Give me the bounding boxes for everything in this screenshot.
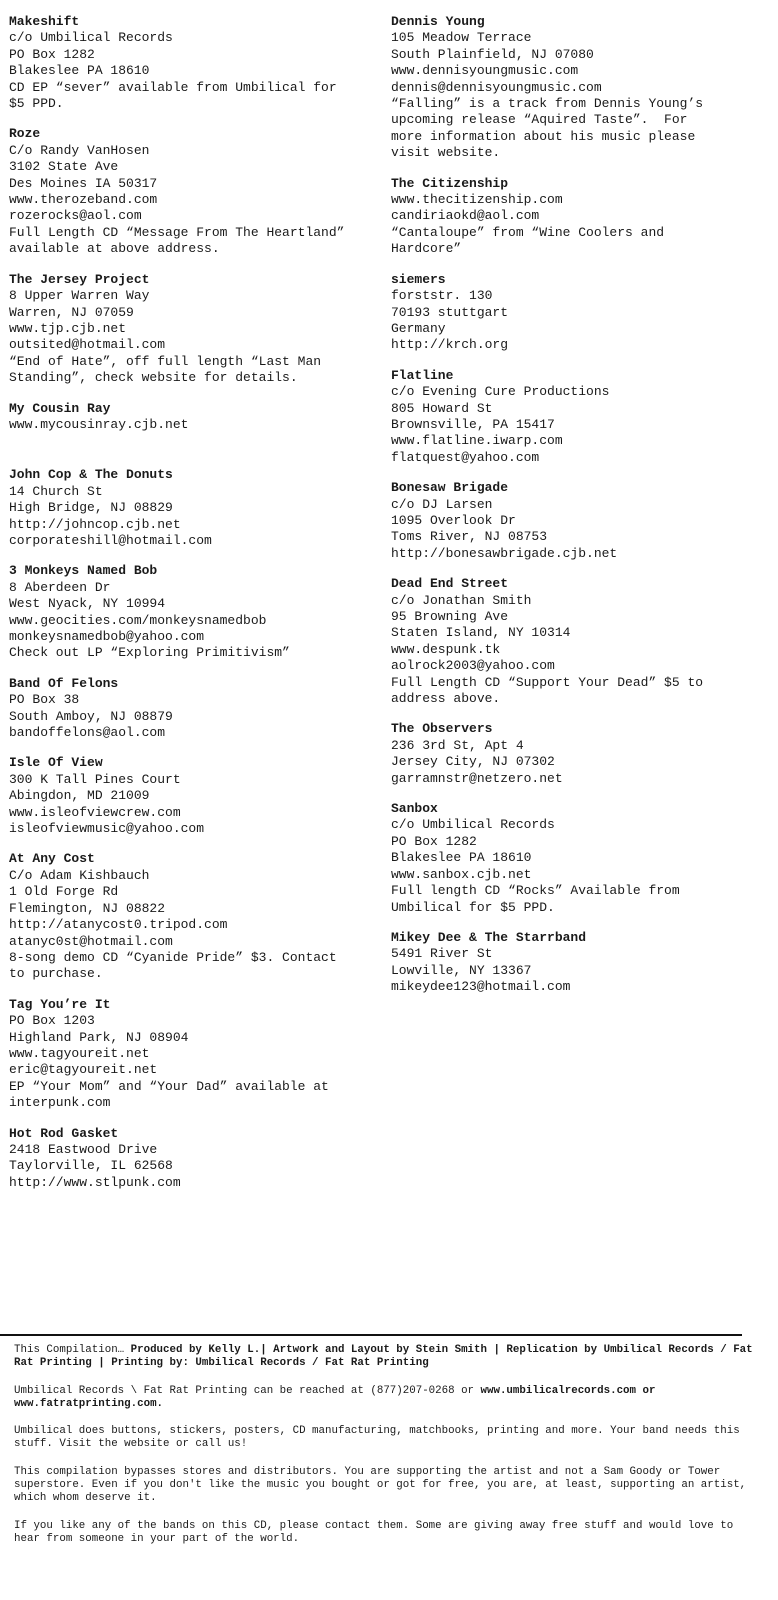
band-entry xyxy=(9,676,379,742)
band-info-line: 805 Howard St xyxy=(391,400,493,416)
band-name: My Cousin Ray xyxy=(9,400,111,416)
left-band-column xyxy=(9,14,379,1205)
band-info-line[interactable]: www.thecitizenship.com xyxy=(391,192,563,208)
band-name: Makeshift xyxy=(9,14,80,29)
band-info-line: 8 Aberdeen Dr xyxy=(9,579,111,595)
band-info-line[interactable]: garramnstr@netzero.net xyxy=(391,770,563,786)
band-entry xyxy=(9,467,379,549)
band-info-line: address above. xyxy=(391,691,501,707)
band-info-line: 70193 stuttgart xyxy=(391,304,509,320)
band-info-line: Blakeslee PA 18610 xyxy=(9,63,150,79)
band-entry xyxy=(9,851,379,982)
band-name: Band Of Felons xyxy=(9,675,119,691)
band-name: siemers xyxy=(391,271,446,287)
band-info-line: “Falling” is a track from Dennis Young’s xyxy=(391,96,704,112)
band-info-line[interactable]: www.sanbox.cjb.net xyxy=(391,866,532,882)
band-info-line: c/o DJ Larsen xyxy=(391,496,493,512)
band-name: The Citizenship xyxy=(391,175,509,191)
credits-production: This Compilation… Produced by Kelly L.| Artwork and Layout by Stein Smith | Replication by Umbilical Records / Fat Rat Printing | Printing by: Umbilical Records / Fat Rat Printing xyxy=(14,1344,753,1370)
band-info-line[interactable]: mikeydee123@hotmail.com xyxy=(391,979,571,995)
band-info-line[interactable]: www.mycousinray.cjb.net xyxy=(9,416,189,432)
band-entry xyxy=(391,368,771,466)
band-entry xyxy=(391,176,771,258)
band-info-line: Des Moines IA 50317 xyxy=(9,175,158,191)
band-info-line: $5 PPD. xyxy=(9,96,64,112)
band-info-line[interactable]: www.therozeband.com xyxy=(9,192,158,208)
band-info-line: 14 Church St xyxy=(9,483,103,499)
band-info-line[interactable]: rozerocks@aol.com xyxy=(9,208,142,224)
band-info-line: Lowville, NY 13367 xyxy=(391,962,532,978)
band-entry xyxy=(9,1126,379,1192)
band-info-line: High Bridge, NJ 08829 xyxy=(9,500,173,516)
band-info-line[interactable]: flatquest@yahoo.com xyxy=(391,449,540,465)
band-info-line: EP “Your Mom” and “Your Dad” available at xyxy=(9,1078,329,1094)
band-info-line: Umbilical for $5 PPD. xyxy=(391,899,555,915)
band-info-line: 95 Browning Ave xyxy=(391,609,509,624)
band-info-line: 1095 Overlook Dr xyxy=(391,512,516,528)
credits-bypass: This compilation bypasses stores and distributors. You are supporting the artist and not a Sam Goody or Tower superstore. Even if you don't like the music you bought or got for free, you are, at least, supporting an artist, which whom deserve it. xyxy=(14,1465,747,1505)
band-info-line[interactable]: corporateshill@hotmail.com xyxy=(9,532,212,548)
band-name: Isle Of View xyxy=(9,755,103,771)
band-name: Sanbox xyxy=(391,801,438,817)
band-name: The Observers xyxy=(391,721,493,737)
band-info-line: Staten Island, NY 10314 xyxy=(391,625,571,641)
band-info-line: West Nyack, NY 10994 xyxy=(9,596,166,612)
band-info-line[interactable]: outsited@hotmail.com xyxy=(9,337,166,353)
right-band-column xyxy=(391,14,771,1010)
band-info-line: c/o Evening Cure Productions xyxy=(391,384,610,400)
band-info-line: Brownsville, PA 15417 xyxy=(391,416,555,432)
band-info-line: 236 3rd St, Apt 4 xyxy=(391,737,524,753)
band-info-line: Standing”, check website for details. xyxy=(9,370,298,386)
band-info-line: 8-song demo CD “Cyanide Pride” $3. Contact xyxy=(9,949,337,965)
band-entry xyxy=(391,801,771,916)
band-info-line[interactable]: aolrock2003@yahoo.com xyxy=(391,658,555,674)
band-info-line: South Plainfield, NJ 07080 xyxy=(391,46,594,62)
band-info-line: CD EP “sever” available from Umbilical for xyxy=(9,79,337,95)
band-info-line[interactable]: www.dennisyoungmusic.com xyxy=(391,63,579,79)
band-info-line: c/o Umbilical Records xyxy=(391,817,555,833)
band-info-line[interactable]: monkeysnamedbob@yahoo.com xyxy=(9,629,205,644)
band-info-line: 2418 Eastwood Drive xyxy=(9,1141,158,1157)
band-name: At Any Cost xyxy=(9,851,95,867)
band-info-line: South Amboy, NJ 08879 xyxy=(9,708,173,724)
band-info-line[interactable]: atanyc0st@hotmail.com xyxy=(9,933,173,949)
band-info-line[interactable]: www.tagyoureit.net xyxy=(9,1045,150,1061)
band-name: Hot Rod Gasket xyxy=(9,1125,119,1141)
band-entry xyxy=(391,721,771,787)
band-info-line: 8 Upper Warren Way xyxy=(9,288,150,304)
band-info-line[interactable]: isleofviewmusic@yahoo.com xyxy=(9,821,205,837)
band-info-line: “Cantaloupe” from “Wine Coolers and xyxy=(391,224,665,240)
band-name: Dead End Street xyxy=(391,576,509,592)
band-info-line: Jersey City, NJ 07302 xyxy=(391,754,555,770)
band-info-line: upcoming release “Aquired Taste”. For xyxy=(391,112,688,128)
band-info-line: PO Box 1282 xyxy=(9,46,95,62)
band-name: Mikey Dee & The Starrband xyxy=(391,929,587,945)
band-entry xyxy=(391,14,771,162)
credits-contact-bands: If you like any of the bands on this CD, please contact them. Some are giving away free stuff and would love to hear from someone in your part of the world. xyxy=(14,1519,734,1545)
band-info-line: Taylorville, IL 62568 xyxy=(9,1158,173,1174)
band-info-line: Warren, NJ 07059 xyxy=(9,304,134,320)
band-name: Bonesaw Brigade xyxy=(391,480,509,496)
band-info-line: Blakeslee PA 18610 xyxy=(391,850,532,866)
band-info-line: Highland Park, NJ 08904 xyxy=(9,1029,189,1045)
band-info-line[interactable]: http://johncop.cjb.net xyxy=(9,516,181,532)
band-info-line: interpunk.com xyxy=(9,1095,111,1111)
band-name: Tag You’re It xyxy=(9,996,111,1012)
credits-divider xyxy=(0,1334,742,1336)
band-info-line: 300 K Tall Pines Court xyxy=(9,771,181,787)
band-name: Roze xyxy=(9,126,41,142)
band-entry xyxy=(391,930,771,996)
band-info-line[interactable]: www.flatline.iwarp.com xyxy=(391,433,563,449)
band-info-line: PO Box 1203 xyxy=(9,1013,95,1029)
band-info-line: to purchase. xyxy=(9,966,103,982)
band-entry xyxy=(391,480,771,562)
band-entry xyxy=(9,755,379,837)
credits-section xyxy=(14,1344,754,1560)
band-info-line: c/o Umbilical Records xyxy=(9,30,173,46)
band-info-line: forststr. 130 xyxy=(391,288,493,304)
band-info-line: Full length CD “Rocks” Available from xyxy=(391,883,680,899)
band-info-line[interactable]: bandoffelons@aol.com xyxy=(9,725,166,741)
band-info-line: C/o Adam Kishbauch xyxy=(9,867,150,883)
credits-links[interactable]: www.umbilicalrecords.com or www.fatratprinting.com. xyxy=(14,1384,656,1410)
band-info-line: Hardcore” xyxy=(391,241,462,257)
band-info-line: Germany xyxy=(391,320,446,336)
band-info-line: available at above address. xyxy=(9,241,220,257)
credits-services: Umbilical does buttons, stickers, posters, CD manufacturing, matchbooks, printing and more. Your band needs this stuff. Visit the website or call us! xyxy=(14,1425,740,1451)
band-name: Flatline xyxy=(391,367,454,383)
band-name: Dennis Young xyxy=(391,14,485,29)
band-name: 3 Monkeys Named Bob xyxy=(9,563,158,579)
band-info-line: Abingdon, MD 21009 xyxy=(9,788,150,804)
band-info-line: Full Length CD “Support Your Dead” $5 to xyxy=(391,674,704,690)
band-entry xyxy=(9,997,379,1112)
band-entry xyxy=(9,563,379,661)
band-info-line[interactable]: eric@tagyoureit.net xyxy=(9,1062,158,1078)
band-entry xyxy=(391,272,771,354)
band-info-line: 5491 River St xyxy=(391,946,493,962)
band-name: The Jersey Project xyxy=(9,271,150,287)
band-info-line: C/o Randy VanHosen xyxy=(9,142,150,158)
band-name: John Cop & The Donuts xyxy=(9,467,173,483)
band-info-line: PO Box 38 xyxy=(9,692,80,708)
band-info-line: “End of Hate”, off full length “Last Man xyxy=(9,353,322,369)
band-info-line: c/o Jonathan Smith xyxy=(391,592,532,608)
band-info-line[interactable]: dennis@dennisyoungmusic.com xyxy=(391,79,602,95)
band-info-line[interactable]: http://www.stlpunk.com xyxy=(9,1174,181,1190)
band-info-line: Flemington, NJ 08822 xyxy=(9,900,166,916)
band-info-line[interactable]: www.geocities.com/monkeysnamedbob xyxy=(9,612,267,628)
band-info-line[interactable]: www.tjp.cjb.net xyxy=(9,320,127,336)
band-info-line[interactable]: http://krch.org xyxy=(391,337,509,353)
band-info-line: more information about his music please xyxy=(391,128,696,144)
band-info-line[interactable]: http://bonesawbrigade.cjb.net xyxy=(391,545,618,561)
band-info-line: PO Box 1282 xyxy=(391,833,477,849)
band-info-line[interactable]: www.isleofviewcrew.com xyxy=(9,804,181,820)
credits-contact: Umbilical Records \ Fat Rat Printing can be reached at (877)207-0268 or www.umbilicalrecords.com or www.fatratprinting.com. xyxy=(14,1384,656,1410)
band-info-line: 105 Meadow Terrace xyxy=(391,30,532,46)
band-info-line: Full Length CD “Message From The Heartland” xyxy=(9,224,345,240)
band-info-line: Toms River, NJ 08753 xyxy=(391,529,548,545)
band-info-line[interactable]: www.despunk.tk xyxy=(391,641,501,657)
band-info-line: Check out LP “Exploring Primitivism” xyxy=(9,645,290,661)
band-info-line: 3102 State Ave xyxy=(9,159,119,175)
band-entry xyxy=(9,126,379,257)
band-entry xyxy=(9,401,379,434)
band-info-line: 1 Old Forge Rd xyxy=(9,884,119,900)
band-info-line[interactable]: candiriaokd@aol.com xyxy=(391,208,540,224)
band-entry xyxy=(391,576,771,707)
band-info-line[interactable]: http://atanycost0.tripod.com xyxy=(9,917,228,933)
band-entry xyxy=(9,272,379,387)
band-entry xyxy=(9,14,379,112)
band-info-line: visit website. xyxy=(391,145,501,161)
